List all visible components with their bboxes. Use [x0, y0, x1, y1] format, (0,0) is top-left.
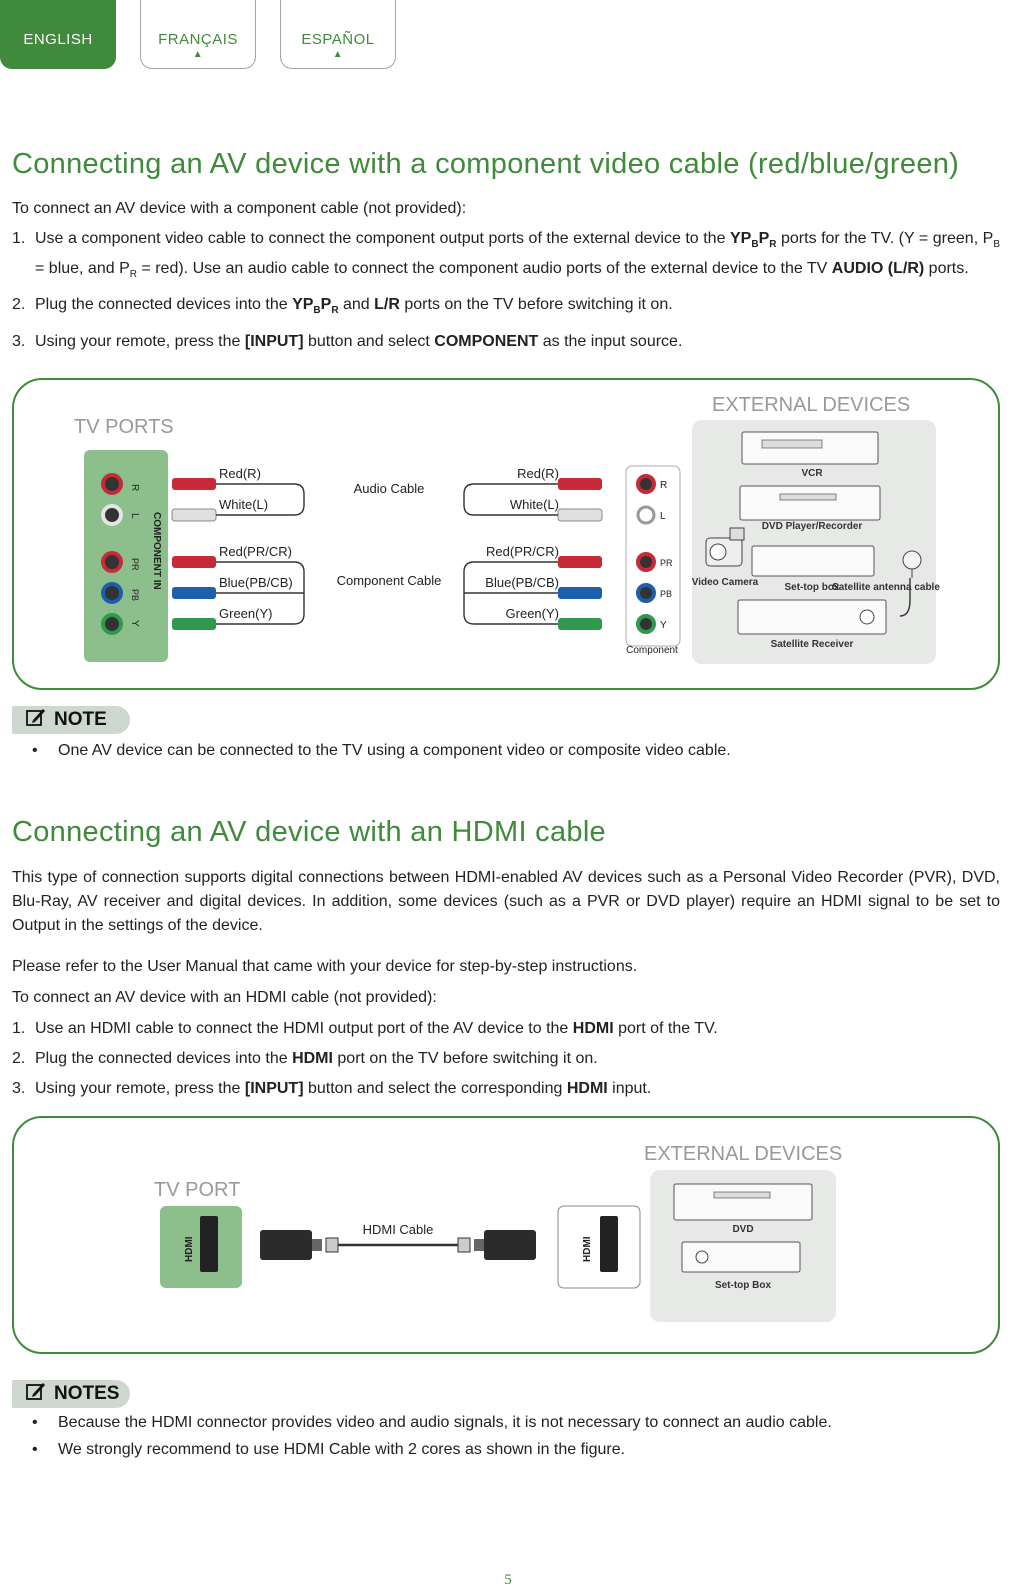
- step-number: 2.: [12, 1050, 26, 1067]
- step-text: as the input source.: [538, 332, 683, 350]
- cable-label: Blue(PB/CB): [219, 575, 293, 590]
- port-letter: PR: [660, 558, 673, 568]
- tv-ports-label: TV PORTS: [74, 416, 174, 438]
- step-text: port of the TV.: [613, 1020, 718, 1037]
- step-bold: P: [758, 230, 770, 247]
- set-top-box-knob: [696, 1251, 708, 1263]
- port-letter: L: [129, 513, 140, 519]
- section-title-component: Connecting an AV device with a component video cable (red/blue/green): [12, 148, 960, 180]
- cable-label: Red(R): [517, 466, 559, 481]
- hdmi-port-label: HDMI: [582, 1236, 593, 1262]
- external-devices-label: EXTERNAL DEVICES: [644, 1143, 843, 1165]
- component-steps: [12, 227, 1000, 360]
- hdmi-port-icon: [600, 1216, 618, 1272]
- edit-note-icon: [26, 707, 46, 736]
- step-number: 3.: [12, 1080, 26, 1097]
- cable-label: White(L): [219, 497, 269, 512]
- white-plug-icon: [172, 509, 216, 521]
- blue-plug-icon: [172, 587, 216, 599]
- edit-note-icon: [26, 1381, 46, 1410]
- component-intro: To connect an AV device with a component cable (not provided):: [12, 200, 467, 217]
- step-text: = red). Use an audio cable to connect the component audio ports of the external device to the TV: [136, 260, 832, 278]
- step-text: ports on the TV before switching it on.: [399, 296, 673, 314]
- hdmi-intro: This type of connection supports digital connections between HDMI-enabled AV devices such as a Personal Video Recorder (PVR), DVD, Blu-Ray, AV receiver and digital devices. In addition, some devices (such as a PVR or DVD player) require an HDMI signal to be set to Output in the settings of the device.: [12, 869, 1000, 934]
- red-port-icon: [638, 476, 654, 492]
- tab-english[interactable]: [0, 0, 116, 69]
- bullet-dot: •: [32, 742, 38, 759]
- external-devices-label: EXTERNAL DEVICES: [712, 394, 911, 416]
- tab-francais[interactable]: [140, 0, 256, 69]
- step-number: 3.: [12, 332, 26, 350]
- language-tabs: [0, 0, 420, 70]
- step-item: [12, 1017, 1016, 1041]
- step-sub: B: [751, 239, 759, 251]
- left-plugs: [172, 478, 216, 630]
- step-sub: R: [769, 239, 777, 251]
- component-cable-label: Component Cable: [336, 573, 442, 588]
- step-number: 1.: [12, 1020, 26, 1037]
- hdmi-cable-label: HDMI Cable: [362, 1222, 434, 1237]
- vcr-slot: [762, 440, 822, 448]
- port-letter: L: [660, 511, 666, 522]
- cable-label: Green(Y): [505, 606, 559, 621]
- white-port-icon: [638, 507, 654, 523]
- device-hdmi-port-panel: [558, 1206, 640, 1288]
- hdmi-port-label: HDMI: [184, 1236, 195, 1262]
- device-label: Satellite Receiver: [770, 639, 854, 650]
- step-bold: P: [320, 296, 332, 314]
- white-plug-icon: [558, 509, 602, 521]
- red-port-icon: [103, 475, 121, 493]
- tab-espanol[interactable]: [280, 0, 396, 69]
- tv-port-label: TV PORT: [154, 1179, 241, 1201]
- port-letter: PB: [660, 589, 673, 599]
- step-item: [12, 293, 1000, 323]
- component-notes: [32, 740, 731, 767]
- step-text: button and select: [303, 332, 435, 350]
- green-plug-icon: [558, 618, 602, 630]
- tab-label: ESPAÑOL: [301, 31, 375, 48]
- cable-label: Red(PR/CR): [219, 544, 292, 559]
- cable-label: White(L): [509, 497, 559, 512]
- note-item: [32, 1439, 832, 1461]
- note-label: [12, 706, 130, 734]
- step-item: [12, 1047, 1016, 1071]
- step-bold: [INPUT]: [244, 1080, 304, 1097]
- satellite-receiver-knob: [860, 610, 874, 624]
- step-sub: R: [331, 305, 339, 317]
- step-bold: HDMI: [566, 1080, 608, 1097]
- note-text: One AV device can be connected to the TV using a component video or composite video cable.: [58, 742, 731, 759]
- notes-label: [12, 1380, 130, 1408]
- bullet-dot: •: [32, 1414, 38, 1431]
- device-label: Set-top Box: [714, 1280, 772, 1291]
- step-text: button and select the corresponding: [303, 1080, 567, 1097]
- blue-port-icon: [638, 585, 654, 601]
- dvd-icon: [674, 1184, 812, 1220]
- device-label: DVD: [732, 1224, 754, 1235]
- step-item: [12, 1077, 1016, 1101]
- hdmi-notes: [32, 1412, 832, 1466]
- section-title-hdmi: Connecting an AV device with an HDMI cable: [12, 816, 606, 848]
- step-bold: YP: [730, 230, 752, 247]
- component-in-label: COMPONENT IN: [151, 512, 162, 590]
- up-arrow-icon: ▲: [332, 49, 344, 60]
- right-plugs: [558, 478, 602, 630]
- red-plug-icon: [172, 556, 216, 568]
- cable-label: Green(Y): [219, 606, 273, 621]
- component-label: Component: [626, 645, 678, 656]
- step-bold: HDMI: [572, 1020, 614, 1037]
- page-number: 5: [504, 1572, 512, 1588]
- red-port-icon: [103, 553, 121, 571]
- cable-label: Red(R): [219, 466, 261, 481]
- step-text: Plug the connected devices into the: [35, 1050, 293, 1067]
- hdmi-diagram-svg: [14, 1118, 1000, 1352]
- port-letter: Y: [129, 620, 140, 627]
- step-text: and: [338, 296, 375, 314]
- up-arrow-icon: ▲: [192, 49, 204, 60]
- device-label: DVD Player/Recorder: [761, 521, 863, 532]
- step-bold: [INPUT]: [244, 332, 304, 350]
- hdmi-manual-note: Please refer to the User Manual that came with your device for step-by-step instructions.: [12, 958, 638, 975]
- device-label: Set-top box: [784, 582, 840, 593]
- component-diagram-svg: [14, 380, 1000, 688]
- step-text: input.: [607, 1080, 652, 1097]
- blue-port-icon: [103, 584, 121, 602]
- port-letter: R: [660, 480, 668, 491]
- set-top-box-icon: [752, 546, 874, 576]
- audio-cable-label: Audio Cable: [353, 481, 425, 496]
- dvd-player-icon: [740, 486, 880, 520]
- step-text: = blue, and P: [35, 260, 130, 278]
- tab-label: FRANÇAIS: [158, 31, 238, 48]
- blue-plug-icon: [558, 587, 602, 599]
- red-plug-icon: [172, 478, 216, 490]
- step-number: 2.: [12, 296, 26, 314]
- dvd-tray: [780, 494, 836, 500]
- red-plug-icon: [558, 556, 602, 568]
- note-text: We strongly recommend to use HDMI Cable with 2 cores as shown in the figure.: [58, 1441, 626, 1458]
- step-item: [12, 227, 1000, 287]
- step-text: Use an HDMI cable to connect the HDMI output port of the AV device to the: [35, 1020, 573, 1037]
- note-item: [32, 1412, 832, 1434]
- white-port-icon: [103, 506, 121, 524]
- step-bold: HDMI: [292, 1050, 333, 1067]
- step-bold: YP: [292, 296, 314, 314]
- step-item: [12, 330, 1000, 354]
- step-text: Using your remote, press the: [35, 1080, 245, 1097]
- note-item: [32, 740, 731, 762]
- cable-label: Blue(PB/CB): [485, 575, 559, 590]
- step-bold: AUDIO (L/R): [831, 260, 925, 278]
- step-sub: B: [993, 239, 1000, 251]
- hdmi-steps: [12, 1017, 1016, 1107]
- notes-label-text: NOTES: [54, 1383, 120, 1404]
- device-label: VCR: [801, 468, 823, 479]
- red-plug-icon: [558, 478, 602, 490]
- step-text: Use a component video cable to connect the component output ports of the external device to the: [35, 230, 730, 247]
- bullet-dot: •: [32, 1441, 38, 1458]
- green-plug-icon: [172, 618, 216, 630]
- step-sub: B: [313, 305, 321, 317]
- green-port-icon: [103, 615, 121, 633]
- step-text: Using your remote, press the: [35, 332, 245, 350]
- port-letter: PR: [130, 558, 140, 571]
- device-label: Video Camera: [691, 577, 759, 588]
- cable-label: Red(PR/CR): [486, 544, 559, 559]
- step-sub: R: [129, 269, 137, 281]
- step-number: 1.: [12, 230, 26, 247]
- step-text: ports for the TV. (Y = green, P: [776, 230, 994, 247]
- port-letter: Y: [660, 620, 667, 631]
- port-letter: PB: [130, 589, 140, 602]
- red-port-icon: [638, 554, 654, 570]
- hdmi-connect-intro: To connect an AV device with an HDMI cable (not provided):: [12, 989, 437, 1006]
- device-label: Satellite antenna cable: [832, 582, 940, 593]
- step-text: port on the TV before switching it on.: [332, 1050, 598, 1067]
- component-diagram: [12, 378, 1000, 690]
- tab-label: ENGLISH: [23, 31, 93, 48]
- step-bold: L/R: [374, 296, 400, 314]
- step-bold: COMPONENT: [434, 332, 539, 350]
- dvd-tray: [714, 1192, 770, 1198]
- note-label-text: NOTE: [54, 709, 107, 730]
- hdmi-port-icon: [200, 1216, 218, 1272]
- step-text: ports.: [924, 260, 969, 278]
- green-port-icon: [638, 616, 654, 632]
- hdmi-diagram: [12, 1116, 1000, 1354]
- port-letter: R: [129, 484, 140, 492]
- step-text: Plug the connected devices into the: [35, 296, 293, 314]
- note-text: Because the HDMI connector provides video and audio signals, it is not necessary to connect an audio cable.: [58, 1414, 832, 1431]
